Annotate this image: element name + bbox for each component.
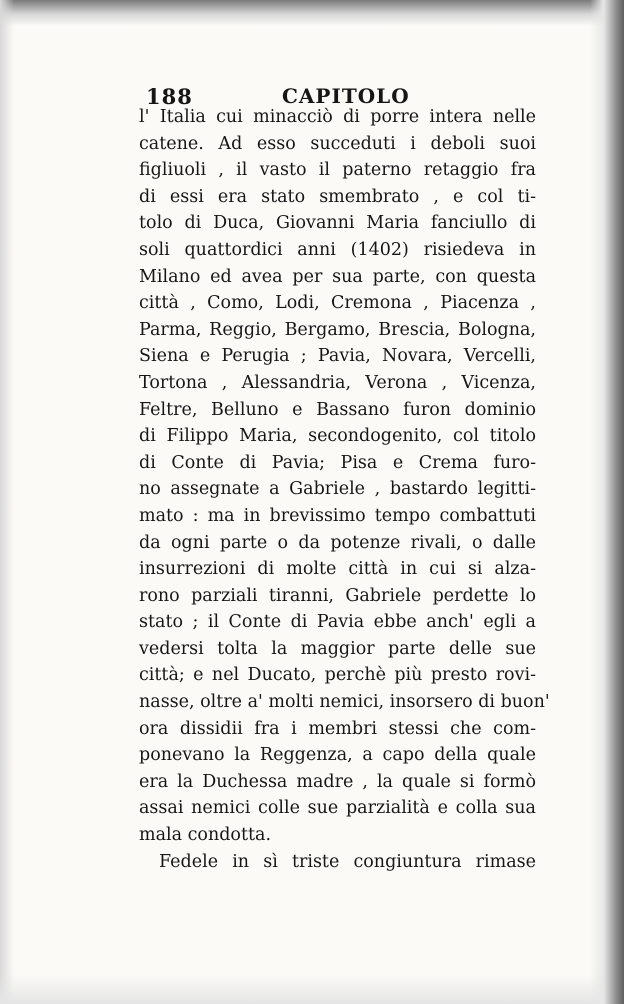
body-text [139, 104, 550, 875]
text-line: ora dissidii fra i membri stessi che com- [139, 718, 536, 739]
text-line: rono parziali tiranni, Gabriele perdette lo [139, 585, 536, 606]
page-bottom-shadow [0, 974, 624, 1004]
text-line: stato ; il Conte di Pavia ebbe anch' egli a [139, 612, 536, 633]
text-line: mato : ma in brevissimo tempo combattuti [139, 505, 536, 526]
page-edge-shadow [0, 0, 14, 1004]
text-line: assai nemici colle sue parzialità e colla sua [139, 798, 536, 819]
text-line: Feltre, Belluno e Bassano furon dominio [139, 399, 536, 420]
text-line: figliuoli , il vasto il paterno retaggio fra [139, 160, 536, 181]
text-line: Siena e Perugia ; Pavia, Novara, Vercelli, [139, 346, 536, 367]
text-line: Tortona , Alessandria, Verona , Vicenza, [139, 372, 536, 393]
page-number: 188 [146, 84, 193, 109]
text-line: città , Como, Lodi, Cremona , Piacenza , [139, 293, 536, 314]
text-line: catene. Ad esso succeduti i deboli suoi [139, 133, 536, 154]
text-line: nasse, oltre a' molti nemici, insorsero di buon' [139, 692, 550, 713]
text-line: di Filippo Maria, secondogenito, col titolo [139, 426, 536, 447]
text-line: di essi era stato smembrato , e col ti- [139, 186, 536, 207]
text-line: l' Italia cui minacciò di porre intera nelle [139, 107, 536, 127]
text-line: era la Duchessa madre , la quale si formò [139, 771, 536, 792]
text-line: vedersi tolta la maggior parte delle sue [139, 638, 536, 659]
text-line: Fedele in sì triste congiuntura rimase [159, 851, 536, 872]
text-line: di Conte di Pavia; Pisa e Crema furo- [139, 452, 536, 473]
text-line: mala condotta. [139, 825, 272, 846]
text-line: tolo di Duca, Giovanni Maria fanciullo di [139, 213, 536, 234]
text-line: città; e nel Ducato, perchè più presto rovi- [139, 665, 536, 686]
text-line: Parma, Reggio, Bergamo, Brescia, Bologna, [139, 319, 536, 340]
text-line: soli quattordici anni (1402) risiedeva in [139, 239, 536, 260]
text-line: no assegnate a Gabriele , bastardo legitti- [139, 479, 536, 500]
text-line: ponevano la Reggenza, a capo della quale [139, 745, 536, 766]
text-line: Milano ed avea per sua parte, con questa [139, 266, 536, 287]
text-line: insurrezioni di molte città in cui si alza- [139, 559, 536, 580]
text-line: da ogni parte o da potenze rivali, o dalle [139, 532, 536, 553]
chapter-title: CAPITOLO [282, 84, 410, 108]
